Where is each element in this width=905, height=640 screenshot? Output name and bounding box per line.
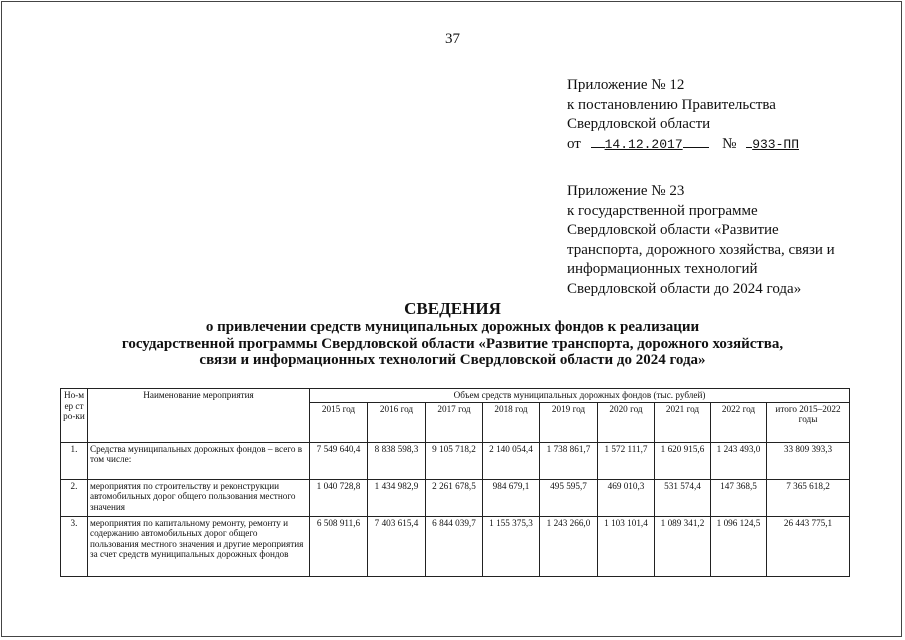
attachment-23-line: информационных технологий	[567, 261, 758, 277]
title-line: о привлечении средств муниципальных дорожных фондов к реализации	[205, 319, 700, 335]
value-cell: 6 844 039,7	[426, 516, 483, 576]
attachment-23-line: к государственной программе	[567, 202, 758, 219]
attachment-23-line: транспорта, дорожного хозяйства, связи и	[567, 241, 835, 258]
value-cell: 2 140 054,4	[483, 442, 540, 479]
value-cell: 1 243 493,0	[711, 442, 767, 479]
decree-date-line	[567, 135, 799, 155]
value-cell: 495 595,7	[540, 479, 598, 516]
value-cell: 1 103 101,4	[598, 516, 655, 576]
value-cell: 1 434 982,9	[368, 479, 426, 516]
header-year: 2019 год	[540, 402, 598, 442]
value-cell: 1 572 111,7	[598, 442, 655, 479]
total-cell: 7 365 618,2	[767, 479, 850, 516]
header-year: 2015 год	[310, 402, 368, 442]
header-funds-volume: Объем средств муниципальных дорожных фондов (тыс. рублей)	[310, 389, 850, 403]
attachment-12-block	[567, 76, 799, 154]
value-cell: 8 838 598,3	[368, 442, 426, 479]
value-cell: 6 508 911,6	[310, 516, 368, 576]
total-cell: 33 809 393,3	[767, 442, 850, 479]
header-activity-name: Наименование мероприятия	[88, 389, 310, 443]
value-cell: 7 403 615,4	[368, 516, 426, 576]
row-number: 1.	[61, 442, 88, 479]
value-cell: 7 549 640,4	[310, 442, 368, 479]
page-number: 37	[445, 31, 460, 47]
header-row-number: Но-мер стро-ки	[61, 389, 88, 443]
header-year: 2017 год	[426, 402, 483, 442]
value-cell: 1 155 375,3	[483, 516, 540, 576]
value-cell: 147 368,5	[711, 479, 767, 516]
attachment-23-line: Приложение № 23	[567, 183, 685, 199]
header-year: 2021 год	[655, 402, 711, 442]
value-cell: 1 096 124,5	[711, 516, 767, 576]
attachment-12-line: к постановлению Правительства	[567, 96, 776, 113]
number-prefix: №	[722, 135, 737, 152]
header-year: 2016 год	[368, 402, 426, 442]
funds-table	[60, 388, 850, 577]
attachment-23-line: Свердловской области «Развитие	[567, 222, 779, 238]
row-number: 3.	[61, 516, 88, 576]
value-cell: 2 261 678,5	[426, 479, 483, 516]
value-cell: 1 620 915,6	[655, 442, 711, 479]
row-number: 2.	[61, 479, 88, 516]
total-cell: 26 443 775,1	[767, 516, 850, 576]
table-row	[61, 479, 850, 516]
table-row	[61, 442, 850, 479]
value-cell: 1 243 266,0	[540, 516, 598, 576]
table-row	[61, 516, 850, 576]
activity-name: мероприятия по капитальному ремонту, ремонту и содержанию автомобильных дорог общего пользования местного значения и другие мероприятия за счет средств муниципальных дорожных фондов	[88, 516, 310, 576]
activity-name: Средства муниципальных дорожных фондов – всего в том числе:	[88, 442, 310, 479]
decree-number: 933-ПП	[752, 136, 799, 152]
attachment-23-block	[567, 182, 835, 299]
header-year: 2022 год	[711, 402, 767, 442]
value-cell: 984 679,1	[483, 479, 540, 516]
document-title	[0, 299, 905, 369]
header-total: итого 2015–2022 годы	[767, 402, 850, 442]
value-cell: 1 089 341,2	[655, 516, 711, 576]
value-cell: 469 010,3	[598, 479, 655, 516]
attachment-12-line: Приложение № 12	[567, 77, 685, 93]
value-cell: 1 040 728,8	[310, 479, 368, 516]
value-cell: 531 574,4	[655, 479, 711, 516]
title-line: связи и информационных технологий Свердловской области до 2024 года»	[199, 352, 706, 368]
title-line: государственной программы Свердловской области «Развитие транспорта, дорожного хозяйства,	[121, 335, 784, 352]
activity-name: мероприятия по строительству и реконструкции автомобильных дорог общего пользования местного значения	[88, 479, 310, 516]
attachment-23-line: Свердловской области до 2024 года»	[567, 280, 802, 297]
header-year: 2018 год	[483, 402, 540, 442]
decree-date: 14.12.2017	[604, 136, 683, 152]
header-year: 2020 год	[598, 402, 655, 442]
title-heading: СВЕДЕНИЯ	[404, 299, 501, 318]
value-cell: 9 105 718,2	[426, 442, 483, 479]
value-cell: 1 738 861,7	[540, 442, 598, 479]
attachment-12-line: Свердловской области	[567, 116, 711, 132]
date-prefix: от	[567, 135, 581, 152]
